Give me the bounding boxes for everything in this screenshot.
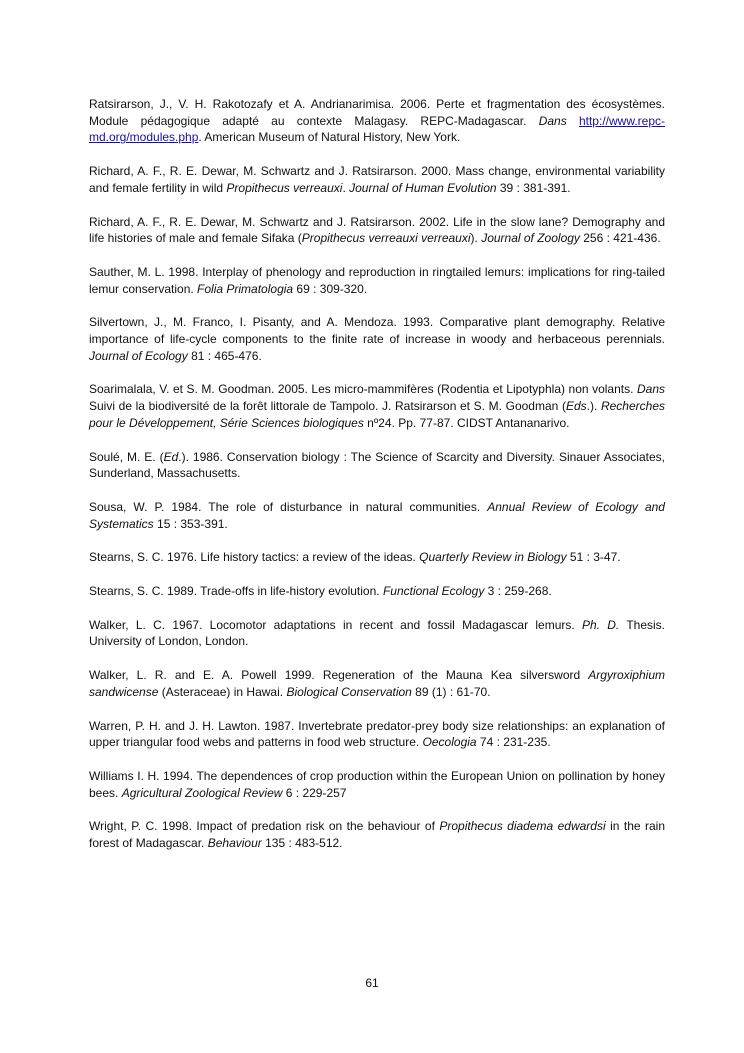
reference-text: 6 : 229-257 xyxy=(282,785,347,800)
reference-text: . American Museum of Natural History, New York. xyxy=(198,130,461,145)
reference-text: Stearns, S. C. 1976. Life history tactics: a review of the ideas. xyxy=(89,550,420,565)
page-number: 61 xyxy=(365,976,379,990)
reference-italic-text: Journal of Human Evolution xyxy=(349,180,497,195)
reference-italic-text: Dans xyxy=(636,382,665,397)
reference-italic-text: Functional Ecology xyxy=(382,584,485,599)
reference-text xyxy=(567,114,579,128)
reference-text: Walker, L. R. and E. A. Powell 1999. Regeneration of the Mauna Kea silversword xyxy=(89,668,589,683)
reference-italic-text: Annual Review of Ecology and Systematics xyxy=(89,499,665,531)
reference-text: Stearns, S. C. 1989. Trade-offs in life-history evolution. xyxy=(89,584,383,599)
reference-text: Soulé, M. E. ( xyxy=(89,449,164,464)
reference-text: . xyxy=(342,180,350,195)
reference-italic-text: Oecologia xyxy=(422,735,477,750)
reference-entry xyxy=(89,214,665,247)
reference-text: .). 1986. Conservation biology : The Science of Scarcity and Diversity. Sinauer Associates, Sunderland, Massachusetts. xyxy=(89,449,665,481)
reference-italic-text: Dans xyxy=(538,113,567,128)
reference-text: Sousa, W. P. 1984. The role of disturbance in natural communities. xyxy=(89,499,488,514)
reference-text: 15 : 353-391. xyxy=(153,516,228,531)
reference-text: Williams I. H. 1994. The dependences of crop production within the European Union on pollination by honey bees. xyxy=(89,768,665,800)
reference-italic-text: Agricultural Zoological Review xyxy=(121,785,283,800)
reference-text: Richard, A. F., R. E. Dewar, M. Schwartz and J. Ratsirarson. 2000. Mass change, environmental variability and female fertility in wild xyxy=(89,164,665,195)
reference-text: Walker, L. C. 1967. Locomotor adaptations in recent and fossil Madagascar lemurs. xyxy=(89,617,582,632)
reference-italic-text: Quarterly Review in Biology xyxy=(419,550,567,565)
reference-text: in the rain forest of Madagascar. xyxy=(89,819,666,851)
reference-italic-text: Recherches pour le Développement, Série Sciences biologiques xyxy=(89,399,665,430)
reference-italic-text: Propithecus verreauxi xyxy=(226,180,343,195)
reference-italic-text: Folia Primatologia xyxy=(197,281,294,296)
reference-text: Warren, P. H. and J. H. Lawton. 1987. Invertebrate predator-prey body size relationships: an explanation of upper triangular food webs and patterns in food web structure. xyxy=(89,718,665,750)
reference-entry xyxy=(89,583,665,600)
reference-text: 135 : 483-512. xyxy=(261,836,343,851)
reference-text: Soarimalala, V. et S. M. Goodman. 2005. Les micro-mammifères (Rodentia et Lipotyphla) non volants. xyxy=(89,382,637,397)
reference-text: Ratsirarson, J., V. H. Rakotozafy et A. Andrianarimisa. 2006. Perte et fragmentation des écosystèmes. Module pédagogique adapté au contexte Malagasy. REPC-Madagascar. xyxy=(89,97,665,128)
reference-text: 256 : 421-436. xyxy=(579,231,661,246)
reference-text: Suivi de la biodiversité de la forêt littorale de Tampolo. J. Ratsirarson et S. M. Goodman ( xyxy=(89,399,566,414)
reference-text: .). xyxy=(586,399,601,414)
reference-text: 81 : 465-476. xyxy=(187,348,262,363)
reference-entry xyxy=(89,718,665,751)
reference-text: 69 : 309-320. xyxy=(293,281,368,296)
reference-text: (Asteraceae) in Hawai. xyxy=(158,684,287,699)
reference-text: 51 : 3-47. xyxy=(566,550,621,565)
reference-text: Richard, A. F., R. E. Dewar, M. Schwartz and J. Ratsirarson. 2002. Life in the slow lane? Demography and life histories of male and female Sifaka ( xyxy=(89,214,665,246)
reference-entry xyxy=(89,549,665,566)
reference-italic-text: Ph. D. xyxy=(581,617,620,632)
reference-text: Wright, P. C. 1998. Impact of predation risk on the behaviour of xyxy=(89,819,440,834)
reference-text: 3 : 259-268. xyxy=(484,584,552,599)
reference-text: 39 : 381-391. xyxy=(496,180,571,195)
reference-italic-text: Biological Conservation xyxy=(286,684,412,699)
reference-entry xyxy=(89,768,665,801)
reference-entry xyxy=(89,264,665,297)
reference-italic-text: Eds xyxy=(565,399,587,414)
reference-text: 89 (1) : 61-70. xyxy=(411,684,491,699)
reference-italic-text: Journal of Zoology xyxy=(481,231,580,246)
reference-entry xyxy=(89,617,665,650)
reference-text: Thesis. University of London, London. xyxy=(89,617,665,649)
reference-italic-text: Argyroxiphium sandwicense xyxy=(89,668,665,699)
reference-entry xyxy=(89,499,665,532)
reference-italic-text: Propithecus verreauxi verreauxi xyxy=(301,231,471,246)
reference-entry xyxy=(89,667,665,700)
reference-link[interactable]: http://www.repc-md.org/modules.php xyxy=(89,113,665,145)
reference-entry xyxy=(89,314,665,364)
reference-italic-text: Journal of Ecology xyxy=(89,348,188,363)
reference-list xyxy=(89,96,665,869)
reference-entry xyxy=(89,818,665,851)
reference-text: Sauther, M. L. 1998. Interplay of phenology and reproduction in ringtailed lemurs: implications for ring-tailed lemur conservation. xyxy=(89,264,665,296)
reference-entry xyxy=(89,96,665,146)
reference-text: 74 : 231-235. xyxy=(476,735,551,750)
reference-italic-text: Propithecus diadema edwardsi xyxy=(439,819,606,834)
reference-entry xyxy=(89,449,665,482)
reference-italic-text: Behaviour xyxy=(207,836,262,851)
reference-text: Silvertown, J., M. Franco, I. Pisanty, and A. Mendoza. 1993. Comparative plant demography. Relative importance of life-cycle components to the finite rate of increase in woody and herbaceous perennials. xyxy=(89,315,665,347)
reference-entry xyxy=(89,163,665,196)
reference-text: ). xyxy=(470,231,482,246)
reference-entry xyxy=(89,381,665,431)
reference-text: nº24. Pp. 77-87. CIDST Antananarivo. xyxy=(363,415,570,430)
reference-italic-text: Ed xyxy=(163,449,179,464)
